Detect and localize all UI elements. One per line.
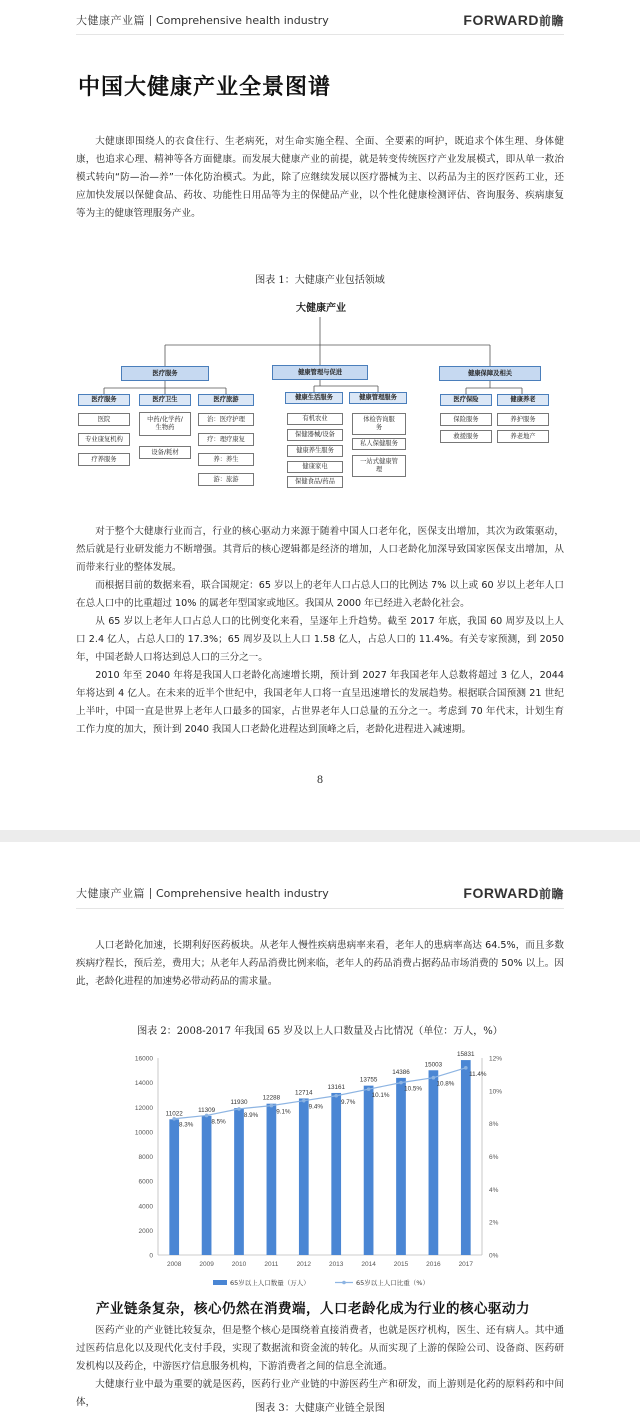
diagram-root: 大健康产业	[296, 303, 346, 314]
x-tick-label: 2010	[231, 1261, 247, 1268]
sub-medical-tourism: 医疗旅游	[198, 394, 254, 406]
left-tick-label: 6000	[138, 1178, 153, 1186]
left-tick-label: 16000	[134, 1055, 153, 1063]
percent-label: 10.1%	[371, 1092, 390, 1100]
percent-label: 8.9%	[243, 1111, 259, 1119]
sub-health-management: 健康管理服务	[349, 392, 407, 404]
leaf-item: 中药/化学药/生物药	[139, 412, 191, 436]
bar-value-label: 11022	[165, 1110, 183, 1118]
right-tick-label: 0%	[489, 1252, 499, 1260]
category-health-insurance: 健康保障及相关	[439, 366, 541, 381]
percent-point	[270, 1104, 274, 1108]
intro-paragraph: 人口老龄化加速，长期利好医药板块。从老年人慢性疾病患病率来看，老年人的患病率高达 64.5%，而且多数疾病疗程长，预后差，费用大；从老年人药品消费比例来临，老年人的药品消费占据药品市场消费的 50% 以上。因此，老龄化进程的加速势必带动药品的需求量。	[76, 940, 564, 987]
leaf-item: 养老地产	[497, 430, 549, 443]
left-tick-label: 12000	[134, 1104, 153, 1112]
leaf-item: 医院	[78, 413, 130, 426]
bar-value-label: 15831	[457, 1051, 475, 1059]
leaf-item: 救援服务	[440, 430, 492, 443]
bar	[396, 1078, 406, 1255]
x-tick-label: 2012	[296, 1261, 312, 1268]
bar-value-label: 11930	[230, 1099, 248, 1107]
sub-medical-health: 医疗卫生	[139, 394, 191, 406]
bar	[267, 1104, 277, 1255]
bar	[234, 1108, 244, 1255]
category-medical-service: 医疗服务	[121, 366, 209, 381]
brand-name-cn: 前瞻	[538, 13, 564, 28]
page-number: 8	[317, 772, 323, 786]
bar-value-label: 12714	[295, 1089, 313, 1097]
header-category: 大健康产业篇	[76, 14, 145, 27]
category-health-management: 健康管理与促进	[272, 365, 368, 380]
leaf-item: 游：旅游	[198, 473, 254, 486]
bar	[364, 1086, 374, 1255]
percent-point	[172, 1117, 176, 1121]
percent-label: 9.4%	[308, 1103, 323, 1111]
sub-health-elderly: 健康养老	[497, 394, 549, 406]
figure-1-caption: 图表 1：大健康产业包括领域	[255, 275, 385, 286]
body-paragraph: 2010 年至 2040 年将是我国人口老龄化高速增长期，预计到 2027 年我国老年人总数将超过 3 亿人，2044 年将达到 4 亿人。在未来的近半个世纪中，我国老年人口将一直呈迅速增长的发展趋势。根据联合国预测 21 世纪上半叶，中国一直是世界上老年人口最多的国家，占世界老年人口总量的五分之一。考虑到 70 年代末，计划生育工作力度的加大，预计到 2040 我国人口老龄化进程达到顶峰之后，老龄化进程进入减速期。	[76, 670, 564, 735]
leaf-item: 一站式健康管理	[352, 455, 406, 477]
percent-label: 10.5%	[404, 1085, 422, 1093]
left-tick-label: 8000	[138, 1154, 153, 1161]
x-tick-label: 2008	[166, 1261, 182, 1268]
leaf-item: 保健器械/设备	[287, 429, 343, 441]
left-tick-label: 0	[149, 1252, 153, 1260]
body-paragraph: 大健康行业中最为重要的就是医药，医药行业产业链的中游医药生产和研发，而上游则是化药的原料药和中间体，	[76, 1379, 564, 1408]
figure-2-caption: 图表 2：2008-2017 年我国 65 岁及以上人口数量及占比情况（单位：万人，%）	[137, 1026, 503, 1037]
sub-health-life: 健康生活服务	[285, 392, 343, 404]
bar-value-label: 13755	[359, 1076, 378, 1084]
right-tick-label: 6%	[489, 1154, 499, 1161]
percent-label: 11.4%	[469, 1070, 487, 1078]
leaf-item: 体检咨询服务	[352, 413, 406, 435]
section-title: 产业链条复杂，核心仍然在消费端，人口老龄化成为行业的核心驱动力	[96, 1301, 530, 1317]
intro-paragraph: 大健康即围绕人的衣食住行、生老病死，对生命实施全程、全面、全要素的呵护，既追求个体生理、身体健康，也追求心理、精神等各方面健康。而发展大健康产业的前提，就是转变传统医疗产业发展模式，即从单一救治模式转向“防—治—养”一体化防治模式。为此，除了应继续发展以医疗器械为主、以药品为主的医疗医药工业，还应加快发展以保健食品、药妆、功能性日用品等为主的保健品产业，以个性化健康检测评估、咨询服务、疾病康复等为主的健康管理服务产业。	[76, 136, 564, 219]
left-tick-label: 2000	[138, 1227, 153, 1235]
bar	[461, 1060, 471, 1255]
percent-point	[302, 1099, 306, 1103]
leaf-item: 养护服务	[497, 413, 549, 426]
right-tick-label: 8%	[489, 1121, 499, 1129]
leaf-item: 治：医疗护理	[198, 413, 254, 426]
percent-point	[205, 1114, 209, 1118]
percent-point	[399, 1081, 403, 1085]
right-tick-label: 4%	[489, 1186, 499, 1194]
x-tick-label: 2016	[426, 1261, 441, 1268]
bar	[331, 1093, 341, 1255]
percent-label: 8.5%	[211, 1118, 226, 1126]
brand-name: FORWARD	[463, 11, 539, 28]
page-title: 中国大健康产业全景图谱	[78, 75, 332, 100]
bar	[299, 1098, 309, 1255]
sub-medical-insurance: 医疗保险	[440, 394, 492, 406]
percent-point	[334, 1094, 338, 1098]
header-divider	[76, 908, 564, 909]
legend-line-label: 65岁以上人口比重（%）	[356, 1279, 429, 1287]
page-header	[76, 882, 564, 904]
page-gap	[0, 830, 640, 842]
right-tick-label: 2%	[489, 1219, 499, 1227]
percent-point	[367, 1087, 371, 1091]
brand-name: FORWARD	[463, 884, 539, 901]
leaf-item: 有机农业	[287, 413, 343, 425]
leaf-item: 设备/耗材	[139, 446, 191, 459]
body-paragraph: 从 65 岁以上老年人口占总人口的比例变化来看，呈逐年上升趋势。截至 2017 年底，我国 60 周岁及以上人口 2.4 亿人，占总人口的 17.3%；65 周岁及以上人口 1.58 亿人，占总人口的 11.4%。有关专家预测，到 2050 年，中国老龄人口将达到总人口的三分之一。	[76, 616, 564, 663]
body-paragraph: 医药产业的产业链比较复杂，但是整个核心是围绕着直接消费者，也就是医疗机构，医生、还有病人。其中通过医药信息化以及现代化支付手段，实现了数据流和资金流的转化。从而实现了上游的保险公司、设备商、医药研发机构以及药企，中游医疗信息服务机构，下游消费者之间的信息全流通。	[76, 1325, 564, 1372]
left-tick-label: 10000	[134, 1129, 153, 1137]
legend-bar-label: 65岁以上人口数量（万人）	[230, 1279, 310, 1287]
x-tick-label: 2017	[458, 1261, 474, 1268]
body-paragraph: 对于整个大健康行业而言，行业的核心驱动力来源于随着中国人口老年化，医保支出增加，其次为政策驱动，然后就是行业研发能力不断增强。其背后的核心逻辑都是经济的增加，人口老龄化加深导致国家医保支出增加，从而带来行业的整体发展。	[76, 526, 564, 573]
left-tick-label: 14000	[134, 1080, 153, 1088]
leaf-item: 专业康复机构	[78, 433, 130, 446]
left-tick-label: 4000	[138, 1203, 153, 1211]
percent-line	[174, 1068, 466, 1119]
x-tick-label: 2009	[199, 1261, 214, 1268]
x-tick-label: 2011	[264, 1261, 279, 1268]
percent-point	[464, 1066, 468, 1070]
percent-point	[432, 1076, 436, 1080]
body-paragraph: 而根据目前的数据来看，联合国规定：65 岁以上的老年人口占总人口的比例达 7% 以上或 60 岁以上老年人口在总人口中的比重超过 10% 的属老年型国家或地区。我国从 2000 年已经进入老龄化社会。	[76, 580, 564, 609]
bar	[169, 1119, 179, 1255]
header-separator	[150, 888, 151, 899]
leaf-item: 保险服务	[440, 413, 492, 426]
sub-medical-service: 医疗服务	[78, 394, 130, 406]
bar-value-label: 12288	[262, 1094, 281, 1102]
brand-logo	[463, 885, 564, 902]
bar-value-label: 14386	[392, 1068, 410, 1076]
x-tick-label: 2014	[361, 1261, 376, 1268]
leaf-item: 健康家电	[287, 461, 343, 473]
leaf-item: 疗：理疗康复	[198, 433, 254, 446]
bar	[202, 1116, 212, 1255]
leaf-item: 疗养服务	[78, 453, 130, 466]
percent-label: 8.3%	[179, 1121, 194, 1129]
header-category: 大健康产业篇	[76, 887, 145, 900]
population-chart	[0, 1027, 640, 1287]
percent-label: 10.8%	[436, 1080, 455, 1088]
bar-value-label: 15003	[424, 1061, 443, 1069]
leaf-item: 健康养生服务	[287, 445, 343, 457]
brand-name-cn: 前瞻	[538, 886, 564, 901]
bar-value-label: 11309	[198, 1106, 216, 1114]
right-tick-label: 12%	[489, 1055, 503, 1063]
leaf-item: 私人保健服务	[352, 438, 406, 450]
percent-label: 9.7%	[341, 1098, 356, 1106]
leaf-item: 养：养生	[198, 453, 254, 466]
bar-value-label: 13161	[327, 1083, 345, 1091]
leaf-item: 保健食品/药品	[287, 476, 343, 488]
figure-3-caption: 图表 3：大健康产业链全景图	[255, 1403, 385, 1414]
bar	[429, 1070, 439, 1255]
x-tick-label: 2013	[328, 1261, 344, 1268]
right-tick-label: 10%	[489, 1088, 503, 1096]
header-category-en: Comprehensive health industry	[156, 13, 329, 27]
legend-bar-swatch	[213, 1280, 227, 1285]
percent-label: 9.1%	[276, 1108, 291, 1116]
header-category-en: Comprehensive health industry	[156, 886, 329, 900]
percent-point	[237, 1107, 241, 1111]
x-tick-label: 2015	[393, 1261, 409, 1268]
legend-line-marker	[342, 1281, 346, 1285]
page-2	[0, 842, 640, 1422]
